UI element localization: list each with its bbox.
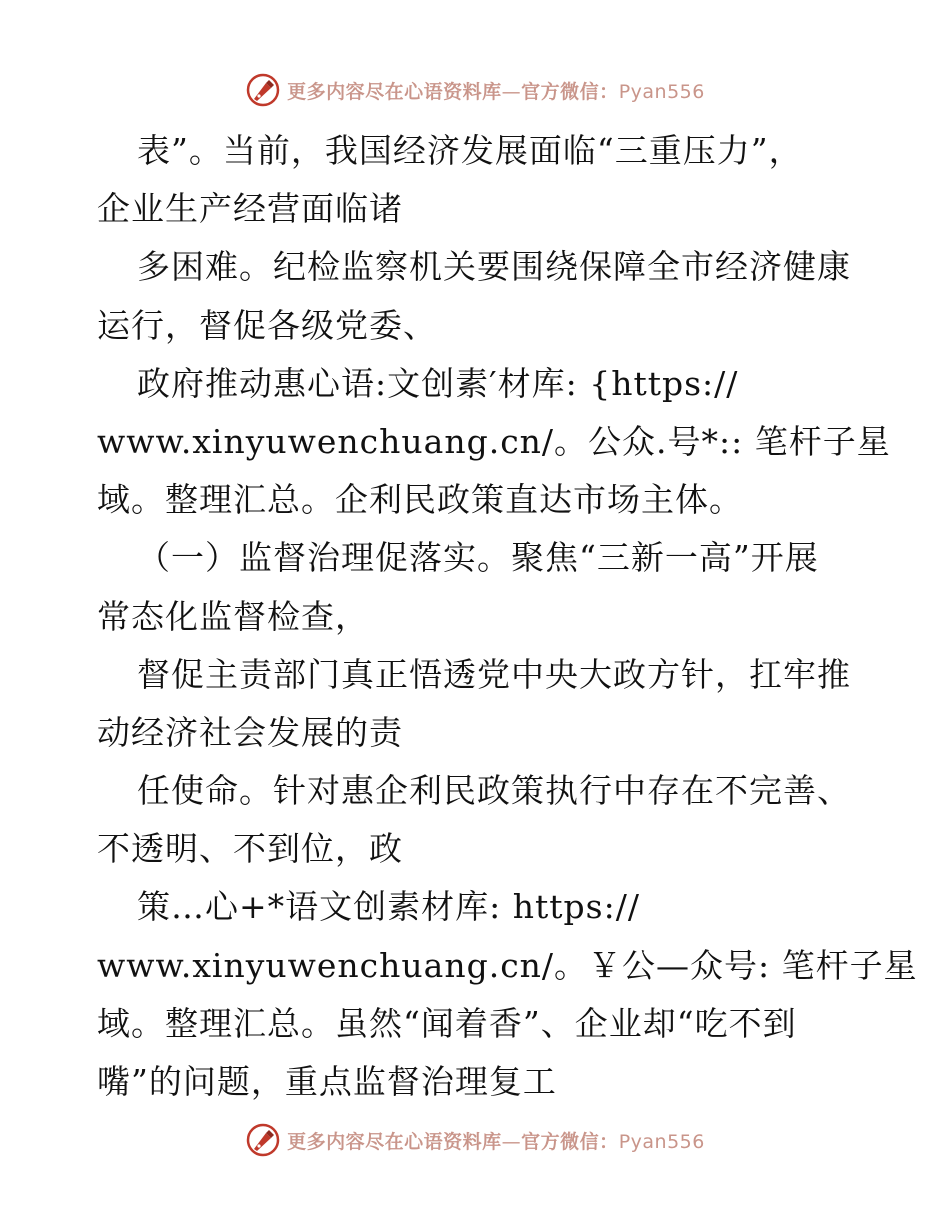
watermark-text: 更多内容尽在心语资料库—官方微信：Pyan556: [287, 80, 705, 103]
text-line: 运行，督促各级党委、: [97, 305, 437, 345]
header-watermark-banner: [0, 70, 950, 110]
text-line: www.xinyuwenchuang.cn/。公众.号*:: 笔杆子星: [97, 421, 891, 461]
text-line: 多困难。纪检监察机关要围绕保障全市经济健康: [137, 247, 851, 287]
footer-watermark-banner: [0, 1120, 950, 1160]
text-line: 嘴”的问题，重点监督治理复工: [97, 1062, 557, 1101]
text-line: 督促主责部门真正悟透党中央大政方针，扛牢推: [137, 654, 851, 694]
text-line: 表”。当前，我国经济发展面临“三重压力”，: [137, 131, 803, 170]
text-line: 政府推动惠心语:文创素′材库: {https://: [137, 363, 739, 403]
pen-nib-logo-icon: [245, 72, 281, 108]
text-line: 不透明、不到位，政: [97, 829, 403, 869]
text-line: 动经济社会发展的责: [97, 712, 403, 752]
text-line: 策…心+*语文创素材库: https://: [137, 887, 640, 927]
text-line: www.xinyuwenchuang.cn/。￥公—众号: 笔杆子星: [97, 945, 918, 985]
text-line: 常态化监督检查，: [97, 596, 369, 636]
document-body: [97, 122, 918, 1111]
text-line: 任使命。针对惠企利民政策执行中存在不完善、: [137, 771, 851, 811]
text-line: 域。整理汇总。企利民政策直达市场主体。: [97, 480, 743, 520]
text-line: 企业生产经营面临诸: [97, 189, 403, 229]
text-line: （一）监督治理促落实。聚焦“三新一高”开展: [137, 538, 819, 578]
pen-nib-logo-icon: [245, 1122, 281, 1158]
text-line: 域。整理汇总。虽然“闻着香”、企业却“吃不到: [97, 1003, 797, 1043]
watermark-text: 更多内容尽在心语资料库—官方微信：Pyan556: [287, 1130, 705, 1153]
